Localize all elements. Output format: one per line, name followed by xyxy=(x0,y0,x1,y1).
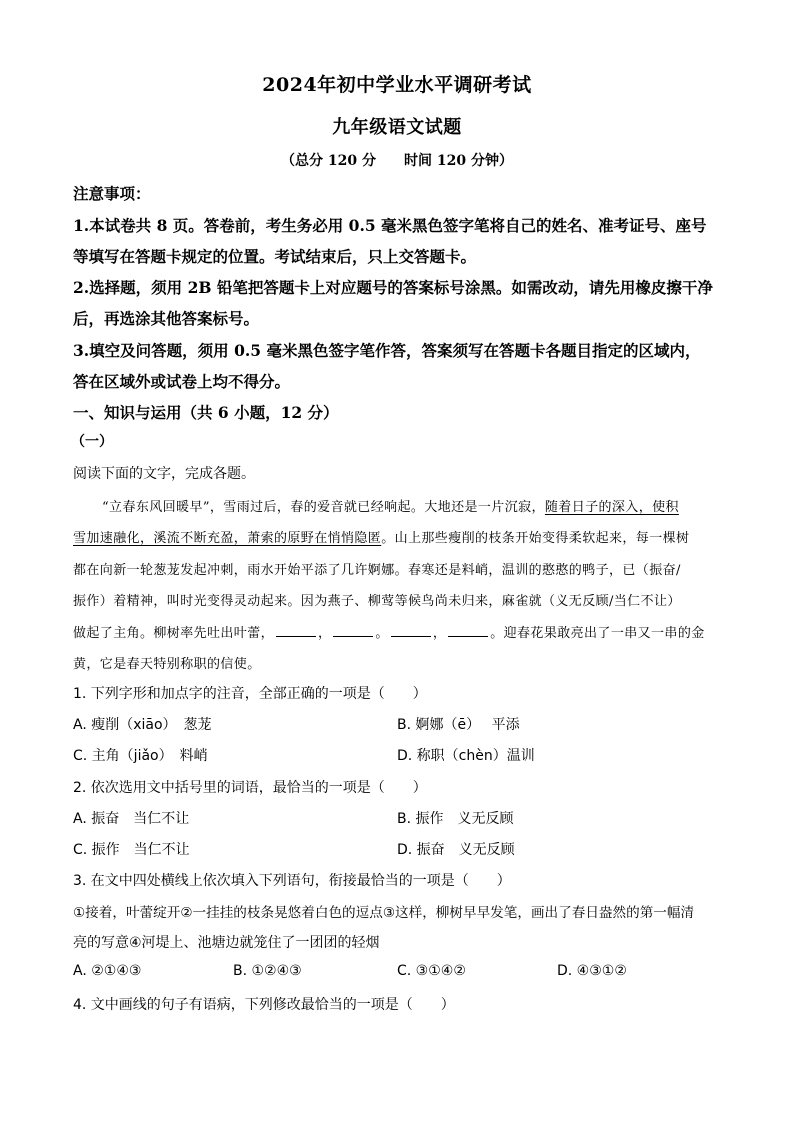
passage-text: 做起了主角。柳树率先吐出叶蕾， xyxy=(73,626,275,641)
q2-option-d: D. 振奋 义无反顾 xyxy=(397,842,515,858)
q1-option-b: B. 婀娜（ē） 平添 xyxy=(397,717,520,733)
notice-line-1: 1.本试卷共 8 页。答卷前，考生务必用 0.5 毫米黑色签字笔将自己的姓名、准考证号、座号 xyxy=(73,216,707,235)
passage-line-4: 振作）着精神，叫时光变得灵动起来。因为燕子、柳莺等候鸟尚未归来，麻雀就（义无反顾/当仁不让） xyxy=(73,594,681,609)
notice-line-5: 3.填空及问答题，须用 0.5 毫米黑色签字笔作答，答案须写在答题卡各题目指定的区域内， xyxy=(73,341,701,360)
q3-option-a: A. ②①④③ xyxy=(73,963,142,979)
underlined-sentence-part2: 雪加速融化，溪流不断充盈，萧索的原野在悄悄隐匿 xyxy=(73,531,382,546)
q1-option-d: D. 称职（chèn）温训 xyxy=(397,748,535,764)
passage-line-6: 黄，它是春天特别称职的信使。 xyxy=(73,657,261,672)
notice-line-4: 后，再选涂其他答案标号。 xyxy=(73,309,260,328)
separator: ， xyxy=(318,626,332,641)
question-4-stem: 4. 文中画线的句子有语病，下列修改最恰当的一项是（ ） xyxy=(73,997,455,1013)
q2-option-a: A. 振奋 当仁不让 xyxy=(73,811,190,827)
section-heading: 一、知识与运用（共 6 小题，12 分） xyxy=(73,403,339,422)
blank-4 xyxy=(448,624,488,637)
separator: ， xyxy=(432,626,447,641)
notice-heading: 注意事项： xyxy=(73,184,151,203)
passage-line-2 xyxy=(73,527,689,546)
q2-option-b: B. 振作 义无反顾 xyxy=(397,811,514,827)
question-2-stem: 2. 依次选用文中括号里的词语，最恰当的一项是（ ） xyxy=(73,780,427,796)
notice-line-6: 答在区域外或试卷上均不得分。 xyxy=(73,372,291,391)
passage-line-3: 都在向新一轮葱茏发起冲刺，雨水开始平添了几许婀娜。春寒还是料峭，温训的憨憨的鸭子，已（振奋/ xyxy=(73,563,681,578)
score-time-info: （总分 120 分 时间 120 分钟） xyxy=(281,153,513,169)
q3-option-b: B. ①②④③ xyxy=(233,963,302,979)
blank-3 xyxy=(391,624,431,637)
blank-2 xyxy=(333,624,373,637)
exam-title: 2024年初中学业水平调研考试 xyxy=(262,74,532,96)
passage-text: “立春东风回暖早”，雪雨过后，春的爱音就已经响起。大地还是一片沉寂， xyxy=(102,500,545,515)
q3-option-c: C. ③①④② xyxy=(397,963,466,979)
exam-subtitle: 九年级语文试题 xyxy=(332,117,462,138)
question-3-stem: 3. 在文中四处横线上依次填入下列语句，衔接最恰当的一项是（ ） xyxy=(73,873,511,889)
notice-line-2: 等填写在答题卡规定的位置。考试结束后，只上交答题卡。 xyxy=(73,247,477,266)
reading-instruction: 阅读下面的文字，完成各题。 xyxy=(73,466,255,482)
question-3-text-2: 亮的写意④河堤上、池塘边就笼住了一团团的轻烟 xyxy=(73,935,380,951)
separator: 。 xyxy=(375,626,389,641)
q3-option-d: D. ④③①② xyxy=(557,963,627,979)
blank-1 xyxy=(276,624,316,637)
notice-line-3: 2.选择题，须用 2B 铅笔把答题卡上对应题号的答案标号涂黑。如需改动，请先用橡皮擦干净 xyxy=(73,278,713,297)
q2-option-c: C. 振作 当仁不让 xyxy=(73,842,190,858)
underlined-sentence-part1: 随着日子的深入，使积 xyxy=(544,500,679,515)
passage-line-1 xyxy=(102,496,679,515)
question-1-stem: 1. 下列字形和加点字的注音，全部正确的一项是（ ） xyxy=(73,686,427,702)
q1-option-c: C. 主角（jiǎo） 料峭 xyxy=(73,748,208,764)
q1-option-a: A. 瘦削（xiāo） 葱茏 xyxy=(73,717,212,733)
part-label: （一） xyxy=(71,434,113,450)
passage-text: 。山上那些瘦削的枝条开始变得柔软起来，每一棵树 xyxy=(381,531,690,546)
passage-line-5 xyxy=(73,622,705,641)
passage-text: 。迎春花果敢亮出了一串又一串的金 xyxy=(490,626,705,641)
question-3-text-1: ①接着，叶蕾绽开②一挂挂的枝条晃悠着白色的逗点③这样，柳树早早发笔，画出了春日盎然的第一幅清 xyxy=(73,905,695,921)
